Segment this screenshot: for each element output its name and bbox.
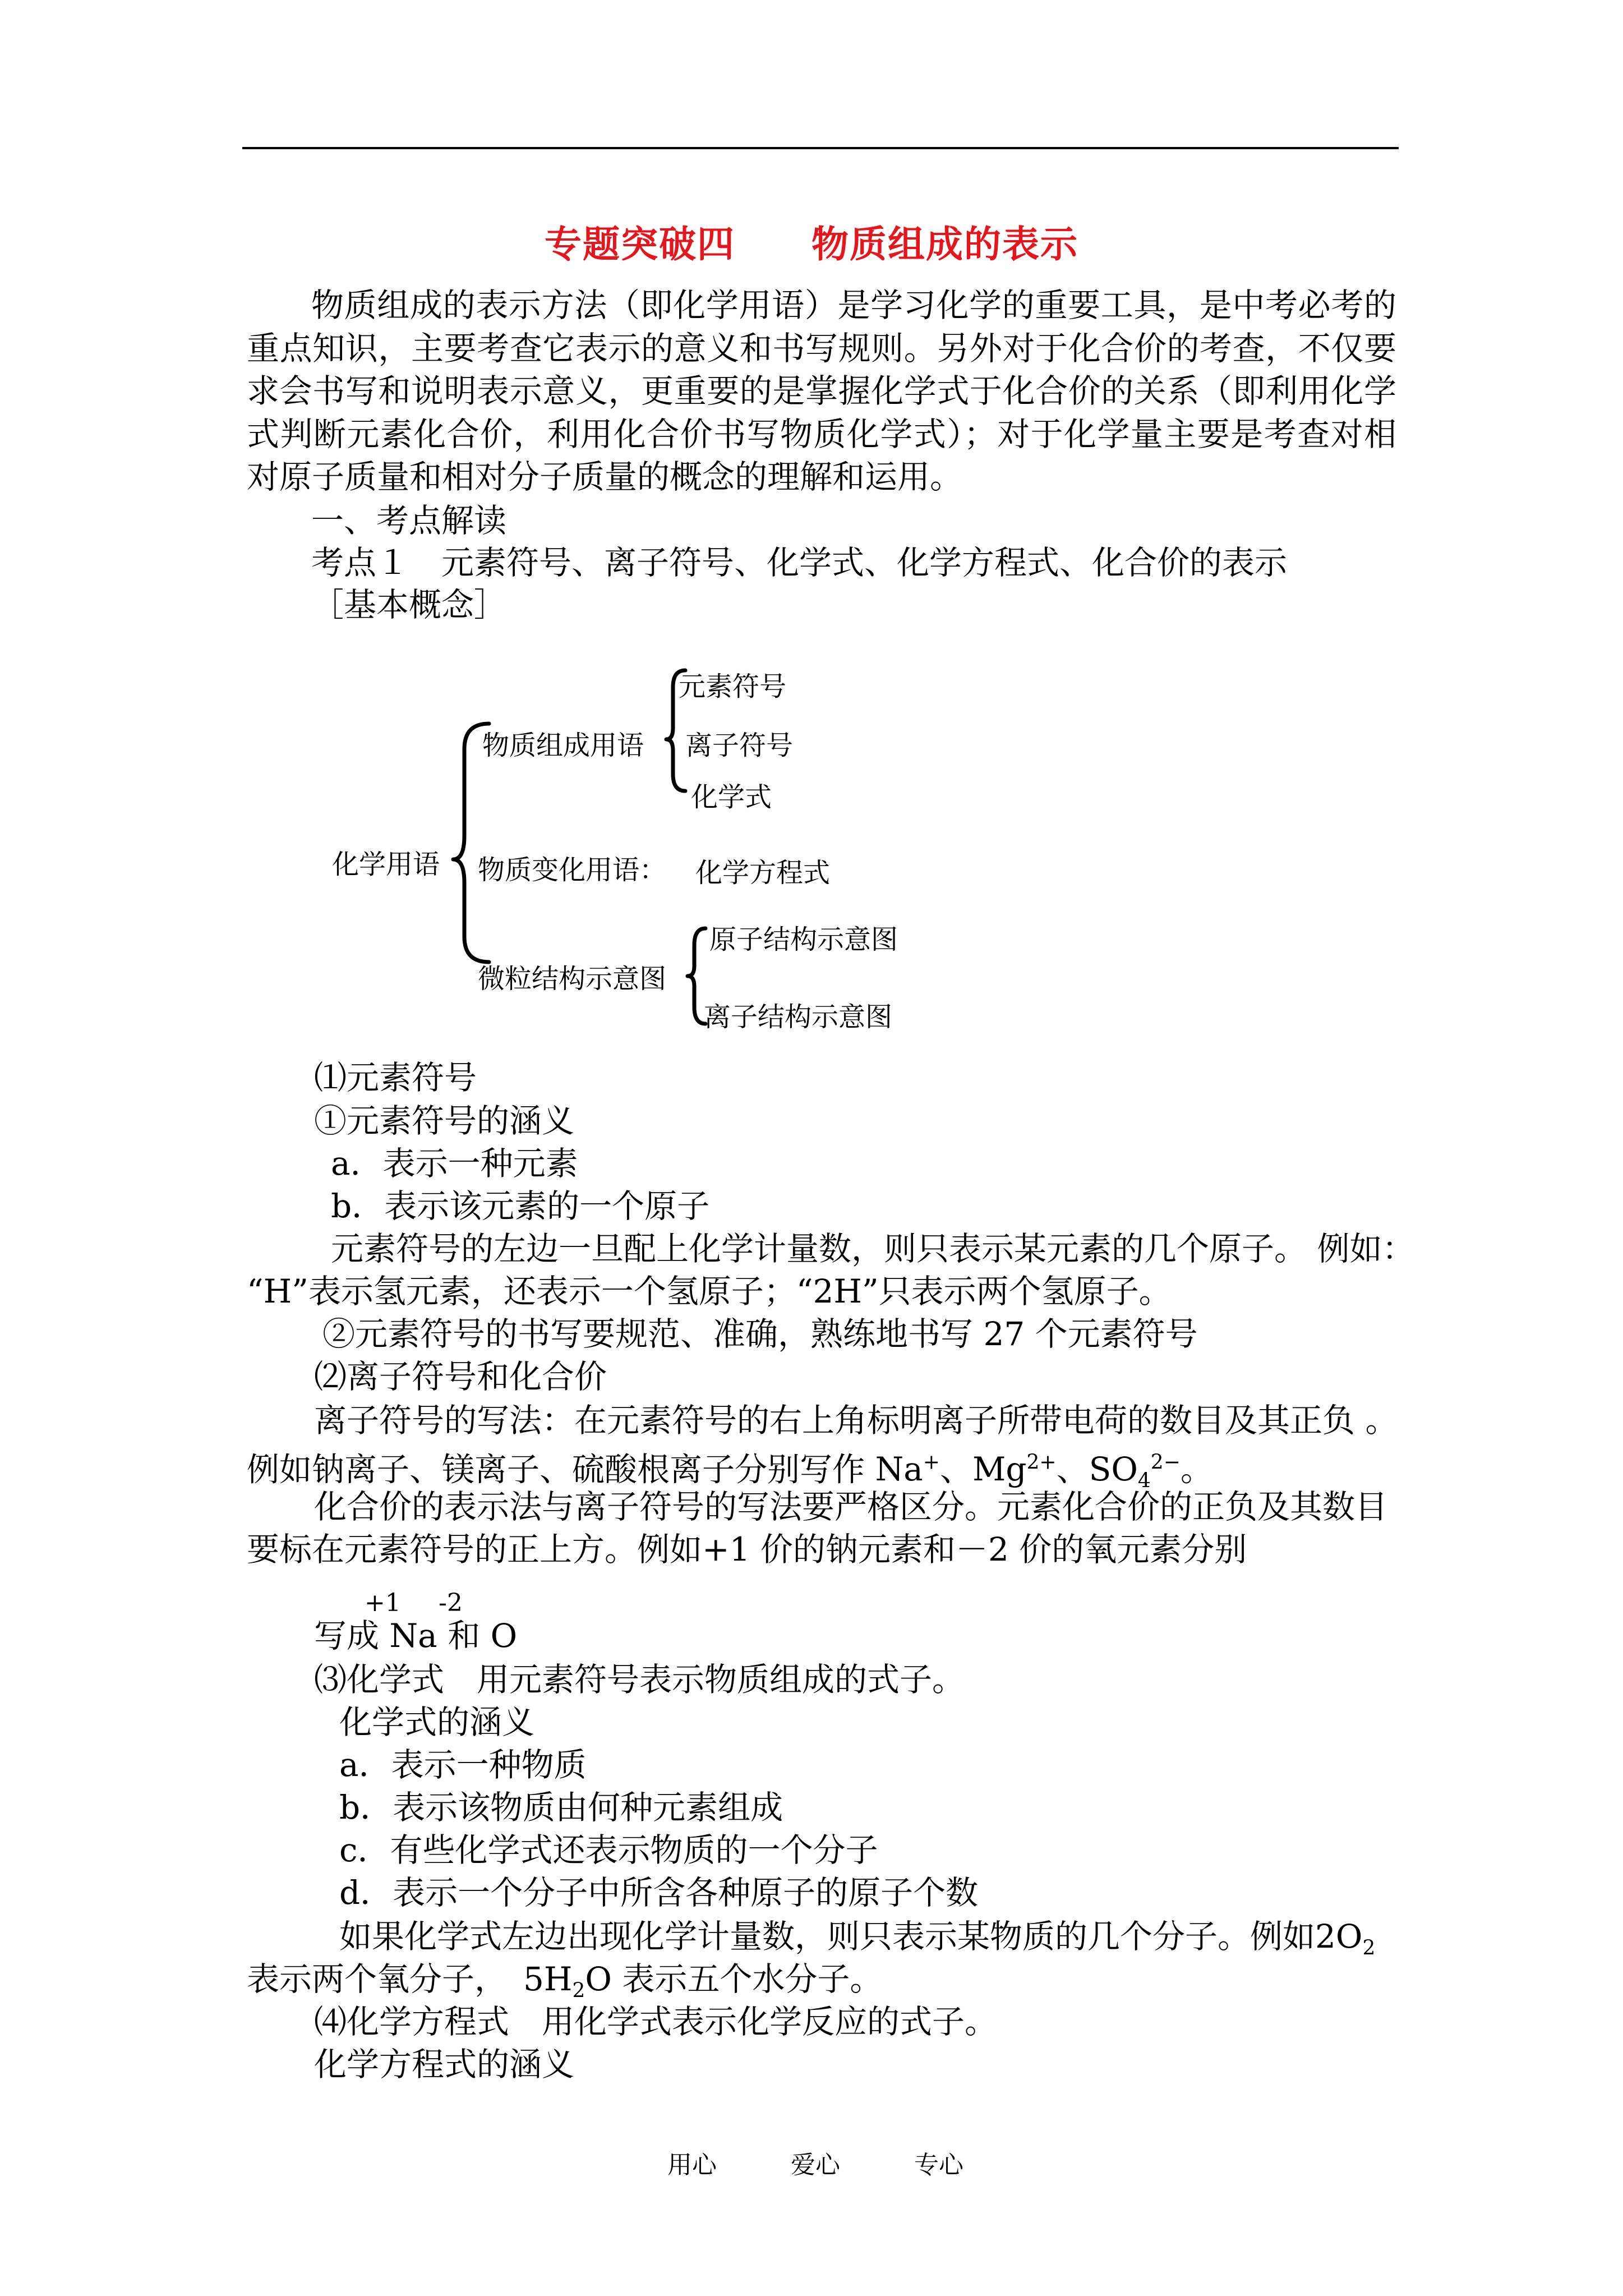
paragraph-line: 元素符号的左边一旦配上化学计量数，则只表示某元素的几个原子。 例如： [331, 1230, 1415, 1268]
list-item-b: b．表示该物质由何种元素组成 [339, 1788, 783, 1826]
tree-item-formula: 化学式 [691, 781, 772, 813]
intro-paragraph: 物质组成的表示方法（即化学用语）是学习化学的重要工具，是中考必考的重点知识，主要考查它表示的意义和书写规则。另外对于化合价的考查，不仅要求会书写和说明表示意义，更重要的是掌握化学式于化合价的关系（即利用化学式判断元素化合价，利用化合价书写物质化学式）；对于化学量主要是考查对相对原子质量和相对分子质量的概念的理解和运用。 [247, 286, 1396, 496]
tree-item-ion-symbol: 离子符号 [685, 730, 794, 761]
subheading-formula-meaning: 化学式的涵义 [339, 1703, 535, 1741]
list-item-d: d．表示一个分子中所含各种原子的原子个数 [339, 1874, 979, 1912]
paragraph-line: 要标在元素符号的正上方。例如+1 价的钠元素和－2 价的氧元素分别 [247, 1530, 1247, 1568]
tree-item-atom-diagram: 原子结构示意图 [709, 924, 898, 955]
ion-sulfate: $SO_4^{2-}$ [1089, 1450, 1181, 1493]
heading-formula: ⑶化学式 用元素符号表示物质组成的式子。 [314, 1660, 965, 1699]
subheading-equation-meaning: 化学方程式的涵义 [314, 2045, 575, 2083]
page-title: 专题突破四 物质组成的表示 [545, 223, 1078, 266]
kaodian-heading: 考点１ 元素符号、离子符号、化学式、化学方程式、化合价的表示 [311, 544, 1288, 582]
tree-branch-particle: 微粒结构示意图 [478, 963, 667, 995]
paragraph-line: “H”表示氢元素，还表示一个氢原子；“2H”只表示两个氢原子。 [247, 1272, 1172, 1310]
tree-item-ion-diagram: 离子结构示意图 [704, 1001, 893, 1033]
valence-oxygen: -2 [439, 1589, 463, 1617]
paragraph-line-ions: 例如钠离子、镁离子、硫酸根离子分别写作 Na+、$Mg^{2+}$、$SO_4^{2-}$。 [247, 1450, 1213, 1493]
tree-branch-composition: 物质组成用语 [482, 730, 644, 761]
subheading-writing: ②元素符号的书写要规范、准确，熟练地书写 27 个元素符号 [322, 1315, 1198, 1353]
tree-item-equation: 化学方程式 [695, 857, 831, 889]
footer-right: 专心 [914, 2151, 963, 2179]
heading-ion-valence: ⑵离子符号和化合价 [314, 1358, 607, 1396]
paragraph-line: 如果化学式左边出现化学计量数，则只表示某物质的几个分子。例如$2O_2$ [339, 1917, 1376, 1960]
valence-example: 写成 Na 和 O [314, 1617, 518, 1655]
ion-magnesium: $Mg^{2+}$ [972, 1450, 1057, 1489]
heading-equation: ⑷化学方程式 用化学式表示化学反应的式子。 [314, 2003, 998, 2041]
section-heading: 一、考点解读 [311, 501, 507, 540]
ion-sodium: Na+ [875, 1450, 940, 1489]
footer-middle: 爱心 [791, 2151, 840, 2179]
branch3-brace [688, 928, 706, 1024]
paragraph-line: 表示两个氧分子， $5H_2O$ 表示五个水分子。 [247, 1960, 883, 2003]
subheading-meaning: ①元素符号的涵义 [314, 1102, 575, 1140]
paragraph-line: 离子符号的写法：在元素符号的右上角标明离子所带电荷的数目及其正负 。 [314, 1401, 1398, 1439]
tree-branch-change: 物质变化用语： [478, 854, 667, 886]
tree-item-element-symbol: 元素符号 [679, 671, 787, 702]
list-item-c: c．有些化学式还表示物质的一个分子 [339, 1831, 878, 1869]
basic-concepts-label: ［基本概念］ [311, 586, 507, 624]
list-item-a: a．表示一种物质 [339, 1746, 587, 1784]
valence-sodium: +1 [365, 1589, 401, 1617]
heading-element-symbol: ⑴元素符号 [314, 1059, 477, 1097]
list-item-b: b．表示该元素的一个原子 [331, 1187, 710, 1225]
paragraph-line: 化合价的表示法与离子符号的写法要严格区分。元素化合价的正负及其数目 [314, 1488, 1388, 1526]
footer-left: 用心 [667, 2151, 717, 2179]
tree-root-label: 化学用语 [332, 849, 440, 880]
list-item-a: a．表示一种元素 [331, 1144, 578, 1182]
